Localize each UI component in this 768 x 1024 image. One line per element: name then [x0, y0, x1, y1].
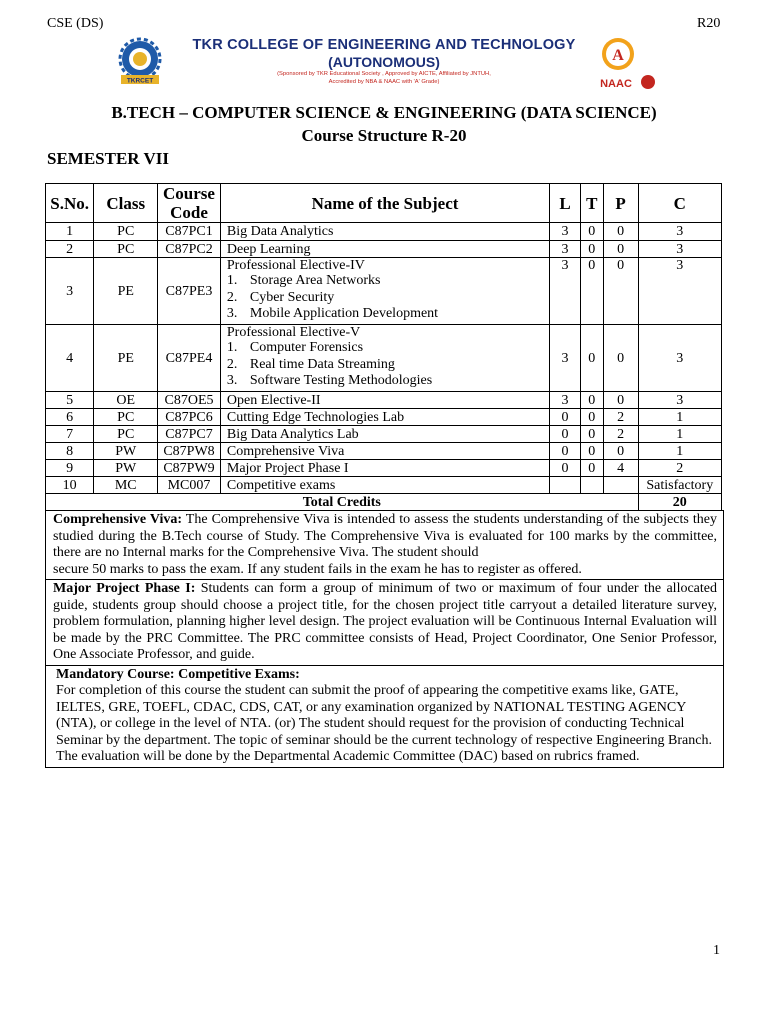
note-major-project [46, 579, 723, 665]
elective-options [227, 273, 549, 323]
cell-code: C87PW9 [158, 460, 221, 477]
elective-options [227, 340, 549, 390]
cell-c: 2 [638, 460, 721, 477]
cell-class: PC [94, 426, 158, 443]
table-row [46, 409, 722, 426]
cell-class: PW [94, 443, 158, 460]
cell-c: 3 [638, 241, 721, 258]
cell-sno: 10 [46, 477, 94, 494]
cell-l: 0 [550, 409, 581, 426]
cell-sno: 1 [46, 223, 94, 241]
cell-sno: 3 [46, 258, 94, 325]
header-sno: S.No. [46, 184, 94, 223]
total-credits-value: 20 [638, 494, 721, 511]
note-comprehensive-viva [46, 511, 723, 579]
cell-class: PC [94, 223, 158, 241]
cell-code: C87PE3 [158, 258, 221, 325]
cell-t: 0 [580, 392, 603, 409]
cell-code: C87PE4 [158, 325, 221, 392]
naac-logo [594, 36, 658, 94]
cell-c: 1 [638, 443, 721, 460]
college-affiliation-line2: Accredited by NBA & NAAC with 'A' Grade) [328, 79, 440, 85]
cell-sno: 2 [46, 241, 94, 258]
cell-l [550, 477, 581, 494]
cell-t: 0 [580, 223, 603, 241]
cell-subject: Big Data Analytics Lab [220, 426, 549, 443]
note-text: Students can form a group of minimum of two or maximum of four under the allocated guide, students group should choose a project title, for the chosen project title carryout a detailed literature survey, problem formulation, planning higher level design. The project evaluation will be Continuous Internal Evaluation will be made by the PRC Committee. The PRC committee consists of Head, Project Coordinator, One Senior Professor, One Associate Professor, and guide. [53, 581, 717, 662]
cell-l: 3 [550, 392, 581, 409]
cell-class: OE [94, 392, 158, 409]
cell-subject-elective [220, 325, 549, 392]
cell-sno: 9 [46, 460, 94, 477]
list-item: 3. Mobile Application Development [226, 306, 439, 321]
college-logo [113, 37, 167, 93]
list-item: 1. Computer Forensics [226, 340, 364, 355]
header-l: L [550, 184, 581, 223]
cell-c: 3 [638, 325, 721, 392]
list-item: 1. Storage Area Networks [226, 273, 381, 288]
table-row [46, 325, 722, 392]
cell-subject: Big Data Analytics [220, 223, 549, 241]
table-row [46, 426, 722, 443]
course-notes-box [45, 510, 724, 768]
list-item: 2. Real time Data Streaming [226, 356, 395, 372]
cell-p: 2 [603, 409, 638, 426]
cell-p: 0 [603, 325, 638, 392]
cell-subject: Comprehensive Viva [220, 443, 549, 460]
cell-class: PC [94, 409, 158, 426]
note-text-continued: secure 50 marks to pass the exam. If any student fails in the exam he has to register as offered. [53, 561, 582, 577]
table-row [46, 460, 722, 477]
cell-t: 0 [580, 460, 603, 477]
page-number: 1 [713, 943, 720, 958]
cell-l: 3 [550, 325, 581, 392]
cell-c: 1 [638, 409, 721, 426]
header-regulation: R20 [697, 16, 721, 31]
page-subtitle: Course Structure R-20 [301, 126, 467, 145]
total-credits-row [46, 494, 722, 511]
cell-class: PE [94, 325, 158, 392]
note-text: For completion of this course the student can submit the proof of appearing the competitive exams like, GATE, IELTES, GRE, TOEFL, CDAC, CDS, CAT, or any examination organized by NATIONAL TESTING AGENCY (NTA), or college in the level of NTA. (or) The student should request for the provision of conducting Technical Seminar by the department. The topic of seminar should be the current technology of respective Engineering Branch. The evaluation will be done by the Departmental Academic Committee (DAC) based on rubrics framed. [56, 683, 712, 764]
svg-text:A: A [612, 47, 624, 64]
table-row [46, 223, 722, 241]
cell-code: MC007 [158, 477, 221, 494]
cell-code: C87PC6 [158, 409, 221, 426]
cell-p: 4 [603, 460, 638, 477]
cell-t: 0 [580, 426, 603, 443]
cell-subject: Major Project Phase I [220, 460, 549, 477]
table-row [46, 392, 722, 409]
college-logo-text: TKRCET [126, 77, 154, 85]
cell-t: 0 [580, 325, 603, 392]
note-heading: Mandatory Course: Competitive Exams: [56, 666, 300, 682]
elective-title: Professional Elective-V [226, 325, 361, 340]
cell-sno: 4 [46, 325, 94, 392]
total-credits-label: Total Credits [46, 494, 639, 511]
cell-sno: 7 [46, 426, 94, 443]
course-structure-table [45, 183, 722, 511]
college-name: TKR COLLEGE OF ENGINEERING AND TECHNOLOGY [192, 37, 576, 53]
cell-l: 3 [550, 241, 581, 258]
page-title: B.TECH – COMPUTER SCIENCE & ENGINEERING (DATA SCIENCE) [111, 103, 657, 122]
header-course-code-line1: Course [163, 184, 215, 203]
cell-p: 0 [603, 258, 638, 325]
cell-sno: 6 [46, 409, 94, 426]
header-subject-name: Name of the Subject [220, 184, 549, 223]
cell-subject-elective [220, 258, 549, 325]
cell-p: 2 [603, 426, 638, 443]
cell-t: 0 [580, 241, 603, 258]
cell-l: 0 [550, 460, 581, 477]
table-row [46, 258, 722, 325]
cell-l: 0 [550, 426, 581, 443]
cell-t: 0 [580, 409, 603, 426]
header-class: Class [94, 184, 158, 223]
table-row [46, 443, 722, 460]
cell-code: C87OE5 [158, 392, 221, 409]
cell-p: 0 [603, 223, 638, 241]
cell-c: 3 [638, 258, 721, 325]
naac-logo-text: NAAC [600, 78, 632, 90]
cell-subject: Open Elective-II [220, 392, 549, 409]
cell-c: Satisfactory [638, 477, 721, 494]
list-item: 2. Cyber Security [226, 289, 335, 305]
cell-p [603, 477, 638, 494]
header-course-code [158, 184, 221, 223]
note-heading: Comprehensive Viva: [53, 512, 182, 527]
cell-subject: Deep Learning [220, 241, 549, 258]
list-item: 3. Software Testing Methodologies [226, 373, 433, 388]
cell-p: 0 [603, 241, 638, 258]
cell-l: 3 [550, 258, 581, 325]
header-t: T [580, 184, 603, 223]
cell-subject: Competitive exams [220, 477, 549, 494]
college-affiliation-line1: (Sponsored by TKR Educational Society , Approved by AICTE, Affiliated by JNTUH, [277, 71, 491, 77]
cell-sno: 8 [46, 443, 94, 460]
cell-t [580, 477, 603, 494]
cell-c: 3 [638, 392, 721, 409]
cell-p: 0 [603, 443, 638, 460]
cell-c: 1 [638, 426, 721, 443]
semester-heading: SEMESTER VII [47, 149, 170, 168]
header-c: C [638, 184, 721, 223]
note-mandatory-course [46, 665, 723, 767]
cell-t: 0 [580, 443, 603, 460]
cell-t: 0 [580, 258, 603, 325]
cell-class: PW [94, 460, 158, 477]
cell-subject: Cutting Edge Technologies Lab [220, 409, 549, 426]
cell-class: MC [94, 477, 158, 494]
elective-title: Professional Elective-IV [226, 258, 365, 273]
cell-p: 0 [603, 392, 638, 409]
cell-class: PC [94, 241, 158, 258]
cell-l: 3 [550, 223, 581, 241]
cell-code: C87PW8 [158, 443, 221, 460]
header-p: P [603, 184, 638, 223]
cell-l: 0 [550, 443, 581, 460]
cell-sno: 5 [46, 392, 94, 409]
cell-class: PE [94, 258, 158, 325]
table-row [46, 477, 722, 494]
table-header-row [46, 184, 722, 223]
header-course-code-line2: Code [170, 203, 208, 222]
cell-code: C87PC7 [158, 426, 221, 443]
cell-code: C87PC2 [158, 241, 221, 258]
table-row [46, 241, 722, 258]
cell-code: C87PC1 [158, 223, 221, 241]
note-heading: Major Project Phase I: [53, 581, 196, 596]
cell-c: 3 [638, 223, 721, 241]
header-program: CSE (DS) [47, 16, 104, 31]
college-status: (AUTONOMOUS) [328, 54, 440, 70]
note-text: The Comprehensive Viva is intended to assess the students understanding of the subjects they studied during the B.Tech course of Study. The Comprehensive Viva is evaluated for 100 marks by the committee, there are no Internal marks for the Comprehensive Viva. The student should [53, 512, 717, 560]
